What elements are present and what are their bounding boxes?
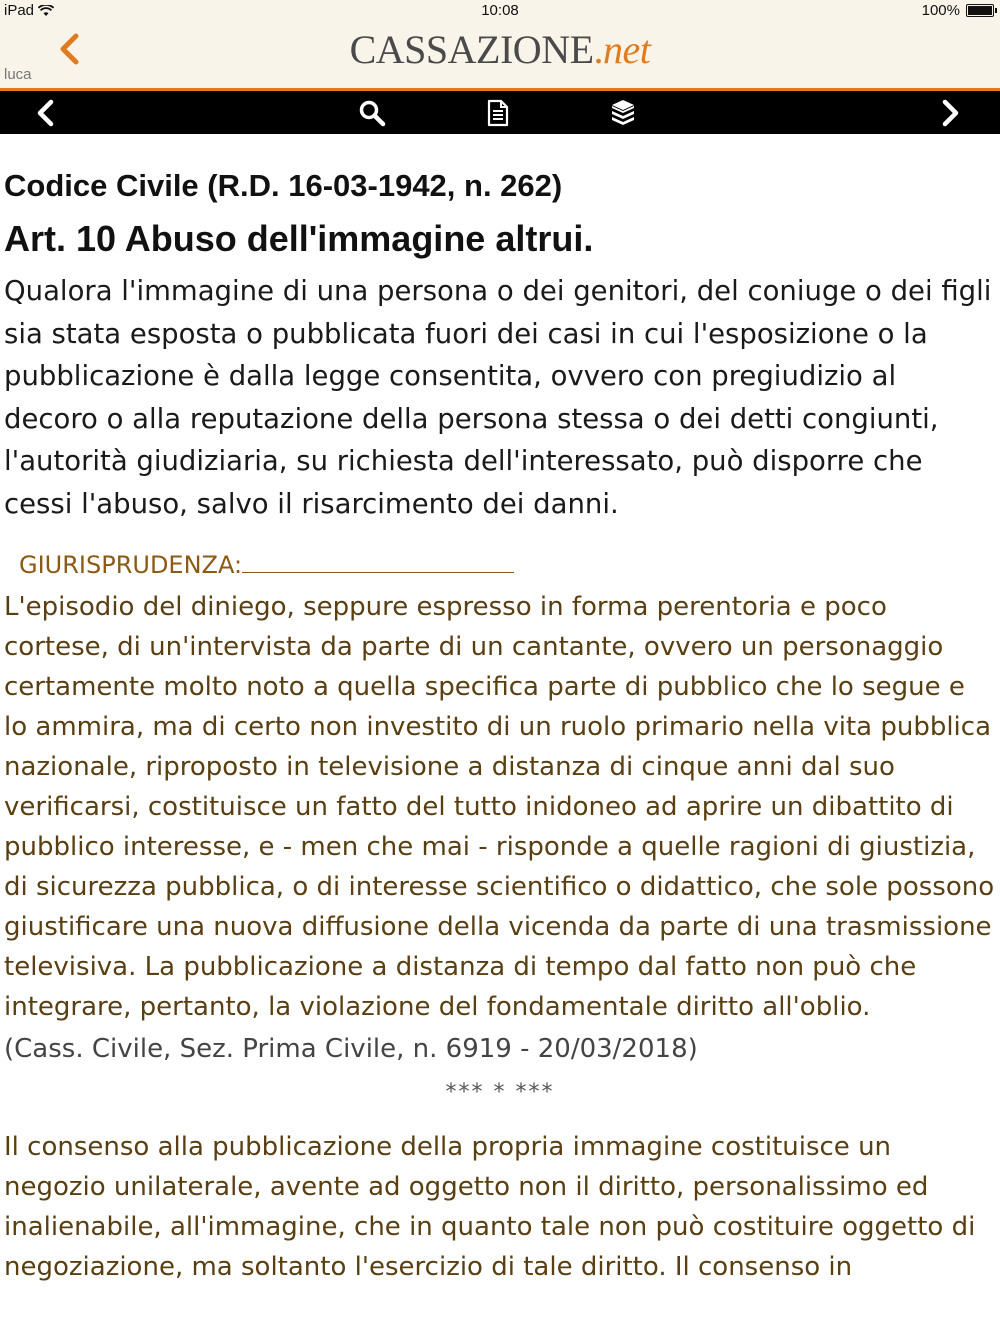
logo-main: CASSAZIONE	[349, 27, 594, 72]
app-logo	[0, 26, 1000, 73]
article-text: Qualora l'immagine di una persona o dei genitori, del coniuge o dei figli sia stata esposta o pubblicata fuori dei casi in cui l'esposizione o la pubblicazione è dalla legge consentita, ovvero con pregiudizio al decoro o alla reputazione della persona stessa o dei detti congiunti, l'autorità giudiziaria, su richiesta dell'interessato, può disporre che cessi l'abuso, salvo il risarcimento dei danni.	[4, 275, 992, 520]
app-header	[0, 22, 1000, 88]
status-bar	[0, 0, 1000, 22]
logo-dot: .	[593, 27, 604, 72]
battery-icon	[966, 4, 994, 17]
status-right	[922, 2, 994, 19]
books-icon	[609, 99, 637, 127]
user-label: luca	[4, 66, 32, 83]
previous-article-button[interactable]	[30, 97, 62, 129]
search-button[interactable]	[356, 97, 388, 129]
code-title: Codice Civile (R.D. 16-03-1942, n. 262)	[4, 168, 563, 203]
device-label: iPad	[4, 2, 35, 19]
article-content	[4, 162, 996, 1287]
battery-percent: 100%	[921, 2, 960, 19]
logo-suffix: net	[603, 27, 651, 72]
document-icon	[486, 99, 510, 127]
toolbar	[0, 91, 1000, 134]
status-time: 10:08	[481, 2, 519, 19]
next-article-button[interactable]	[934, 97, 966, 129]
entry-separator: *** * ***	[445, 1080, 555, 1105]
chevron-left-icon	[34, 99, 58, 127]
search-icon	[358, 99, 386, 127]
heading-underline	[242, 552, 514, 573]
jurisprudence-entry-text: L'episodio del diniego, seppure espresso in forma perentoria e poco cortese, di un'intervista da parte di un cantante, ovvero un personaggio certamente molto noto a quella specifica parte di pubblico che lo segue e lo ammira, ma di certo non investito di un ruolo primario nella vita pubblica nazionale, riproposto in televisione a distanza di cinque anni dal suo verificarsi, costituisce un fatto del tutto inidoneo ad aprire un dibattito di pubblico interesse, e - men che mai - risponde a quelle ragioni di giustizia, di sicurezza pubblica, o di interesse scientifico o didattico, che sole possono giustificare una nuova diffusione della vicenda da parte di una trasmissione televisiva. La pubblicazione a distanza di tempo dal fatto non può che integrare, pertanto, la violazione del fondamentale diritto all'oblio.	[4, 592, 995, 1022]
jurisprudence-next-entry-text: Il consenso alla pubblicazione della propria immagine costituisce un negozio unilaterale, avente ad oggetto non il diritto, personalissimo ed inalienabile, all'immagine, che in quanto tale non può costituire oggetto di negoziazione, ma soltanto l'esercizio di tale diritto. Il consenso in	[4, 1132, 976, 1282]
library-button[interactable]	[607, 97, 639, 129]
article-title: Art. 10 Abuso dell'immagine altrui.	[4, 218, 594, 259]
jurisprudence-heading-label: GIURISPRUDENZA:	[19, 551, 243, 579]
jurisprudence-heading	[19, 547, 996, 583]
chevron-right-icon	[938, 99, 962, 127]
jurisprudence-citation: (Cass. Civile, Sez. Prima Civile, n. 6919 - 20/03/2018)	[4, 1034, 698, 1064]
document-button[interactable]	[482, 97, 514, 129]
